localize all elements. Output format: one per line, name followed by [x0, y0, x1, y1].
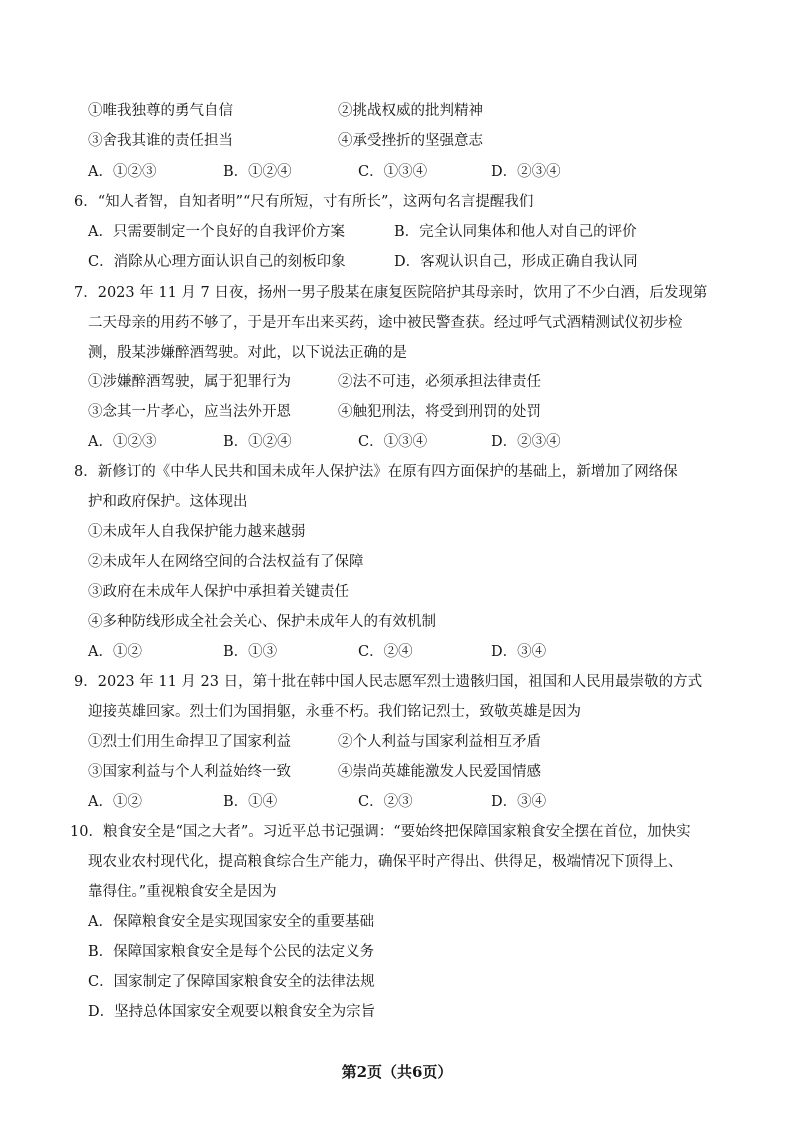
q10-stem-line-2: 现农业农村现代化，提高粮食综合生产能力，确保平时产得出、供得足，极端情况下顶得上、	[88, 854, 683, 870]
q10-option-c: C．国家制定了保障国家粮食安全的法律法规	[88, 974, 375, 990]
q10-option-d: D．坚持总体国家安全观要以粮食安全为宗旨	[88, 1004, 376, 1020]
q6-option-a: A．只需要制定一个良好的自我评价方案	[88, 224, 345, 240]
q6-option-c: C．消除从心理方面认识自己的刻板印象	[88, 254, 346, 270]
q9-statement-2: ②个人利益与国家利益相互矛盾	[338, 734, 541, 750]
q10-stem-line-3: 靠得住。”重视粮食安全是因为	[88, 884, 277, 900]
q10-option-b: B．保障国家粮食安全是每个公民的法定义务	[88, 944, 375, 960]
page-footer: 第2页（共6页）	[341, 1063, 453, 1081]
q9-stem-line-2: 迎接英雄回家。烈士们为国捐躯，永垂不朽。我们铭记烈士，致敬英雄是因为	[88, 704, 581, 720]
q9-option-a: A．①②	[88, 794, 142, 810]
q7-option-a: A．①②③	[88, 434, 157, 450]
q10-stem-line-1: 10．粮食安全是“国之大者”。习近平总书记强调：“要始终把保障国家粮食安全摆在首位，加快实	[70, 824, 691, 840]
q7-statement-3: ③念其一片孝心，应当法外开恩	[88, 404, 291, 420]
q8-option-a: A．①②	[88, 644, 142, 660]
q7-stem-line-2: 二天母亲的用药不够了，于是开车出来买药，途中被民警查获。经过呼气式酒精测试仪初步检	[88, 315, 683, 331]
q5-statement-4: ④承受挫折的坚强意志	[338, 133, 483, 149]
q5-statement-3: ③舍我其谁的责任担当	[88, 133, 233, 149]
q8-statement-1: ①未成年人自我保护能力越来越弱	[88, 524, 306, 540]
q8-option-c: C．②④	[358, 644, 413, 660]
q8-statement-2: ②未成年人在网络空间的合法权益有了保障	[88, 554, 364, 570]
q8-stem-line-1: 8．新修订的《中华人民共和国未成年人保护法》在原有四方面保护的基础上，新增加了网络保	[74, 464, 678, 480]
q5-statement-1: ①唯我独尊的勇气自信	[88, 103, 233, 119]
q6-option-d: D．客观认识自己，形成正确自我认同	[394, 254, 638, 270]
q5-option-b: B．①②④	[223, 164, 292, 180]
q10-option-a: A．保障粮食安全是实现国家安全的重要基础	[88, 914, 374, 930]
q7-statement-4: ④触犯刑法，将受到刑罚的处罚	[338, 404, 541, 420]
q6-stem: 6．“知人者智，自知者明”“尺有所短，寸有所长”，这两句名言提醒我们	[74, 194, 534, 210]
q9-statement-3: ③国家利益与个人利益始终一致	[88, 764, 291, 780]
q8-option-d: D．③④	[491, 644, 547, 660]
q7-option-b: B．①②④	[223, 434, 292, 450]
q8-statement-4: ④多种防线形成全社会关心、保护未成年人的有效机制	[88, 614, 436, 630]
q7-option-d: D．②③④	[491, 434, 561, 450]
q8-option-b: B．①③	[223, 644, 278, 660]
q6-option-b: B．完全认同集体和他人对自己的评价	[394, 224, 637, 240]
q5-option-a: A．①②③	[88, 164, 157, 180]
q9-option-c: C．②③	[358, 794, 413, 810]
q7-option-c: C．①③④	[358, 434, 428, 450]
q7-statement-2: ②法不可违，必须承担法律责任	[338, 374, 541, 390]
q9-option-d: D．③④	[491, 794, 547, 810]
q7-statement-1: ①涉嫌醉酒驾驶，属于犯罪行为	[88, 374, 291, 390]
q8-statement-3: ③政府在未成年人保护中承担着关键责任	[88, 584, 349, 600]
q7-stem-line-1: 7．2023 年 11 月 7 日夜，扬州一男子殷某在康复医院陪护其母亲时，饮用了不少白酒，后发现第	[74, 285, 708, 301]
q8-stem-line-2: 护和政府保护。这体现出	[88, 494, 248, 510]
q5-statement-2: ②挑战权威的批判精神	[338, 103, 483, 119]
q5-option-d: D．②③④	[491, 164, 561, 180]
q9-option-b: B．①④	[223, 794, 278, 810]
q9-statement-1: ①烈士们用生命捍卫了国家利益	[88, 734, 291, 750]
q5-option-c: C．①③④	[358, 164, 428, 180]
q9-statement-4: ④崇尚英雄能激发人民爱国情感	[338, 764, 541, 780]
q9-stem-line-1: 9．2023 年 11 月 23 日，第十批在韩中国人民志愿军烈士遗骸归国，祖国和人民用最崇敬的方式	[74, 674, 703, 690]
q7-stem-line-3: 测，殷某涉嫌醉酒驾驶。对此，以下说法正确的是	[88, 345, 407, 361]
